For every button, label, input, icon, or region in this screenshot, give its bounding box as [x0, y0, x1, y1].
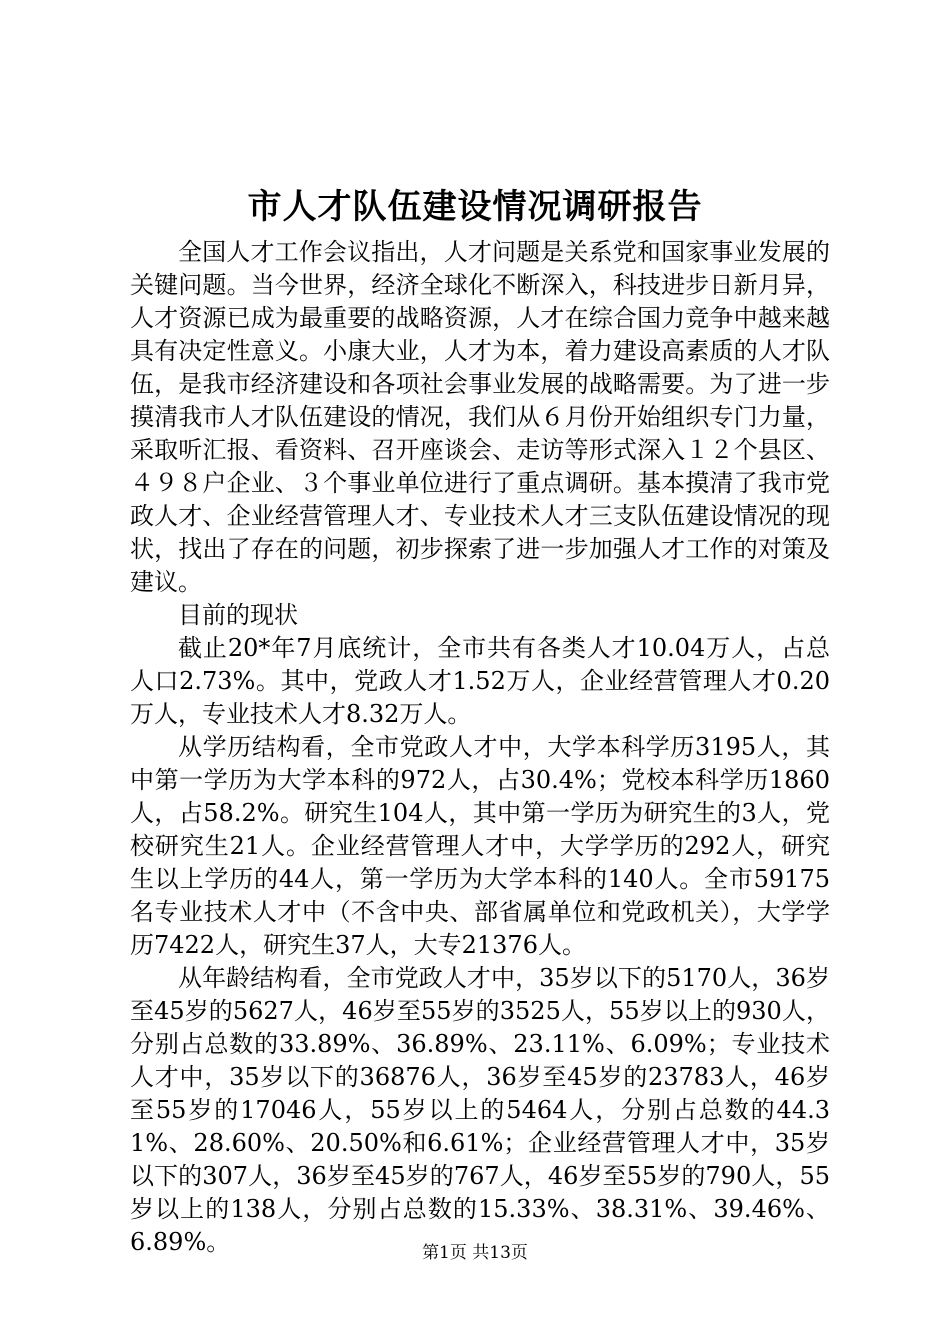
paragraph-total-statistics: 截止20*年7月底统计，全市共有各类人才10.04万人，占总人口2.73%。其中，党政人才1.52万人，企业经营管理人才0.20万人，专业技术人才8.32万人。 — [130, 634, 830, 728]
paragraph-age-structure: 从年龄结构看，全市党政人才中，35岁以下的5170人，36岁至45岁的5627人，46岁至55岁的3525人，55岁以上的930人，分别占总数的33.89%、36.89%、23.11%、6.09%；专业技术人才中，35岁以下的36876人，36岁至45岁的23783人，46岁至55岁的17046人，55岁以上的5464人，分别占总数的44.31%、28.60%、20.50%和6.61%；企业经营管理人才中，35岁以下的307人，36岁至45岁的767人，46岁至55岁的790人，55岁以上的138人，分别占总数的15.33%、38.31%、39.46%、6.89%。 — [130, 964, 830, 1256]
page-number-footer: 第1页 共13页 — [422, 1243, 528, 1263]
paragraph-education-structure: 从学历结构看，全市党政人才中，大学本科学历3195人，其中第一学历为大学本科的972人，占30.4%；党校本科学历1860人，占58.2%。研究生104人，其中第一学历为研究生的3人，党校研究生21人。企业经营管理人才中，大学学历的292人，研究生以上学历的44人，第一学历为大学本科的140人。全市59175名专业技术人才中（不含中央、部省属单位和党政机关），大学学历7422人，研究生37人，大专21376人。 — [130, 733, 830, 959]
document-title: 市人才队伍建设情况调研报告 — [247, 187, 703, 227]
section-heading-current-status: 目前的现状 — [178, 601, 298, 629]
paragraph-intro: 全国人才工作会议指出，人才问题是关系党和国家事业发展的关键问题。当今世界，经济全球化不断深入，科技进步日新月异，人才资源已成为最重要的战略资源，人才在综合国力竞争中越来越具有决定性意义。小康大业，人才为本，着力建设高素质的人才队伍，是我市经济建设和各项社会事业发展的战略需要。为了进一步摸清我市人才队伍建设的情况，我们从６月份开始组织专门力量，采取听汇报、看资料、召开座谈会、走访等形式深入１２个县区、４９８户企业、３个事业单位进行了重点调研。基本摸清了我市党政人才、企业经营管理人才、专业技术人才三支队伍建设情况的现状，找出了存在的问题，初步探索了进一步加强人才工作的对策及建议。 — [130, 238, 830, 596]
document-body — [130, 236, 830, 1259]
